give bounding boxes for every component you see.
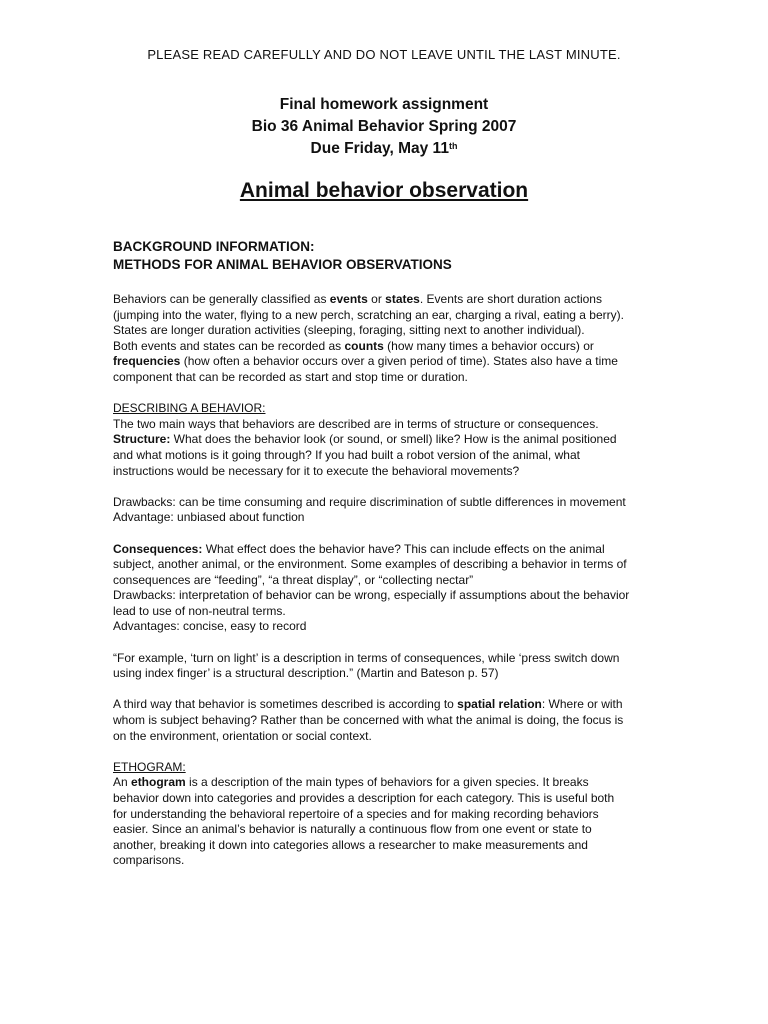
text-line: on the environment, orientation or social context.	[113, 728, 372, 743]
text-line: Drawbacks: can be time consuming and require discrimination of subtle differences in movement	[113, 494, 626, 509]
text-run: . Events are short duration actions	[419, 292, 602, 306]
text-line: subject, another animal, or the environment. Some examples of describing a behavior in terms of	[113, 557, 627, 572]
text-run: or	[367, 292, 386, 306]
text-line: another, breaking it down into categories allows a researcher to make measurements and	[113, 837, 588, 852]
document-heading: Animal behavior observation	[239, 179, 529, 202]
term-events: events	[329, 292, 368, 306]
due-date-suffix: th	[448, 141, 458, 151]
term-spatial-relation: spatial relation	[457, 697, 542, 712]
text-run: Both events and states can be recorded as	[113, 338, 345, 353]
paragraph-classification	[113, 292, 653, 386]
paragraph-spatial	[113, 697, 653, 744]
text-line: Advantage: unbiased about function	[113, 510, 305, 525]
section-heading-line1: BACKGROUND INFORMATION:	[113, 239, 315, 254]
text-line: using index finger’ is a structural description.” (Martin and Bateson p. 57)	[113, 666, 499, 681]
term-states: states	[385, 292, 420, 306]
text-run: (how often a behavior occurs over a given period of time). States also have a time	[180, 354, 618, 369]
text-line: instructions would be necessary for it to execute the behavioral movements?	[113, 463, 520, 478]
text-line: lead to use of non-neutral terms.	[113, 603, 286, 618]
assignment-title: Final homework assignment	[279, 96, 489, 113]
text-run: is a description of the main types of behaviors for a given species. It breaks	[185, 775, 589, 790]
subsection-title-ethogram: ETHOGRAM:	[113, 759, 186, 774]
text-line: comparisons.	[113, 853, 185, 868]
text-run: An	[113, 775, 132, 790]
term-consequences: Consequences:	[113, 541, 203, 556]
text-run: (how many times a behavior occurs) or	[383, 338, 594, 353]
body-text	[113, 292, 653, 885]
text-line: consequences are “feeding”, “a threat display”, or “collecting nectar”	[113, 572, 474, 587]
assignment-header	[0, 94, 768, 160]
course-title: Bio 36 Animal Behavior Spring 2007	[251, 118, 517, 135]
text-line: behavior down into categories and provides a description for each category. This is useful both	[113, 791, 615, 805]
text-line: easier. Since an animal’s behavior is naturally a continuous flow from one event or state to	[113, 822, 592, 837]
text-line: component that can be recorded as start and stop time or duration.	[113, 369, 468, 384]
text-line: whom is subject behaving? Rather than be concerned with what the animal is doing, the focus is	[113, 713, 624, 728]
text-line: Drawbacks: interpretation of behavior can be wrong, especially if assumptions about the behavior	[113, 588, 630, 603]
text-run: : Where or with	[541, 697, 623, 712]
text-line: States are longer duration activities (sleeping, foraging, sitting next to another individual).	[113, 323, 585, 338]
section-heading-line2: METHODS FOR ANIMAL BEHAVIOR OBSERVATIONS	[113, 257, 452, 272]
paragraph-describing	[113, 401, 653, 479]
paragraph-consequences	[113, 542, 653, 636]
text-run: What does the behavior look (or sound, or smell) like? How is the animal positioned	[170, 432, 617, 447]
term-ethogram: ethogram	[131, 775, 186, 790]
subsection-title-describing: DESCRIBING A BEHAVIOR:	[113, 401, 266, 416]
text-line: for understanding the behavioral repertoire of a species and for making recording behaviors	[113, 806, 599, 821]
text-run: A third way that behavior is sometimes described is according to	[113, 697, 458, 712]
notice-line: PLEASE READ CAREFULLY AND DO NOT LEAVE UNTIL THE LAST MINUTE.	[147, 47, 621, 62]
text-line: The two main ways that behaviors are described are in terms of structure or consequences.	[113, 416, 599, 431]
text-line: (jumping into the water, flying to a new perch, scratching an ear, charging a rival, eating a berry).	[113, 307, 624, 322]
due-date	[0, 138, 768, 160]
text-line: Advantages: concise, easy to record	[113, 619, 307, 634]
text-run: Behaviors can be generally classified as	[113, 292, 330, 306]
text-line: and what motions is it going through? If you had built a robot version of the animal, what	[113, 447, 580, 462]
section-heading	[113, 238, 673, 274]
text-line: “For example, ‘turn on light’ is a description in terms of consequences, while ‘press switch down	[113, 650, 620, 665]
due-date-text: Due Friday, May 11	[310, 140, 449, 157]
term-counts: counts	[344, 338, 384, 353]
paragraph-quote	[113, 651, 653, 682]
paragraph-ethogram	[113, 760, 653, 869]
term-frequencies: frequencies	[113, 354, 181, 369]
text-run: What effect does the behavior have? This can include effects on the animal	[202, 541, 605, 556]
term-structure: Structure:	[113, 432, 171, 447]
paragraph-drawbacks	[113, 495, 653, 526]
